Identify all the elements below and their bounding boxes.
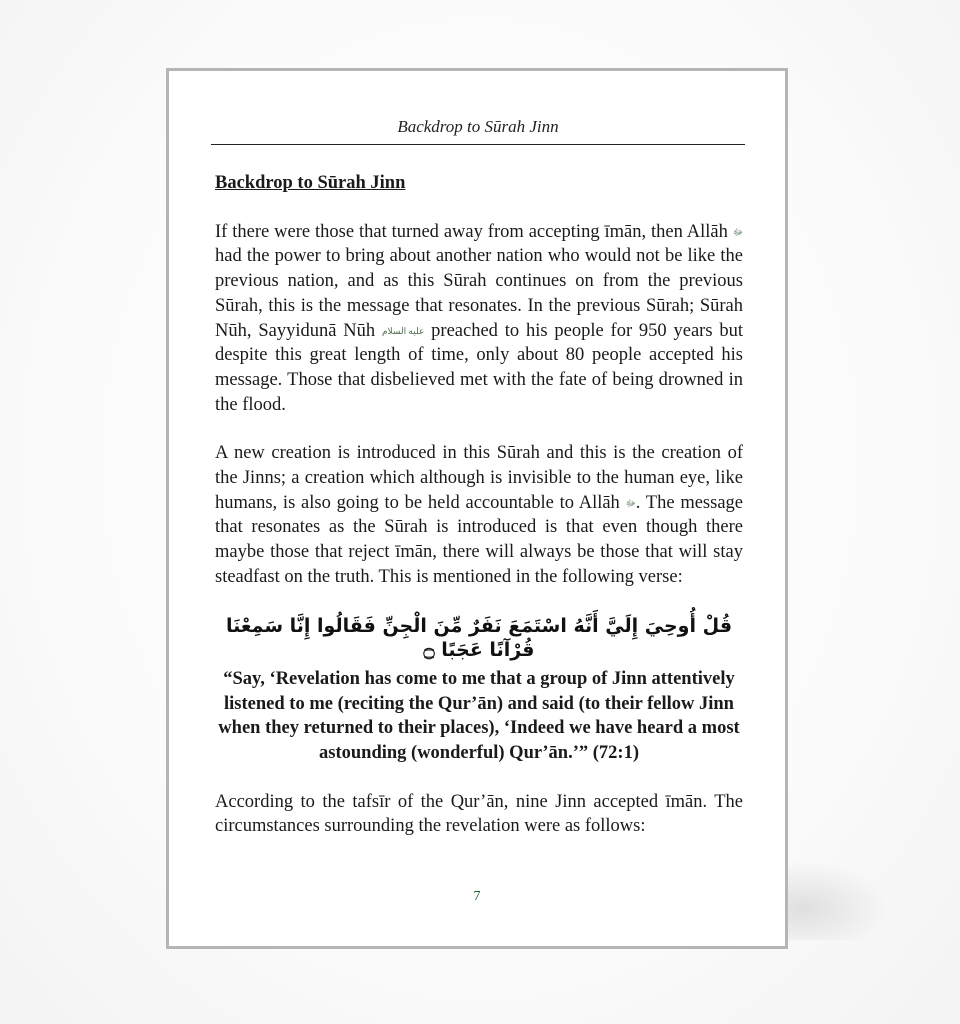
verse-translation: “Say, ‘Revelation has come to me that a group of Jinn attentively listened to me (reciting the Qur’ān) and said (to their fellow Jinn when they returned to their places), ‘Indeed we have heard a most astounding (wonderful) Qur’ān.’” (72:1) — [218, 668, 740, 764]
page-content — [215, 171, 743, 863]
paragraph-3: According to the tafsīr of the Qur’ān, nine Jinn accepted īmān. The circumstances surrounding the revelation were as follows: — [215, 791, 743, 837]
honorific-glyph: ﷻ — [732, 226, 743, 237]
arabic-verse: قُلْ أُوحِيَ إِلَيَّ أَنَّهُ اسْتَمَعَ نَفَرٌ مِّنَ الْجِنِّ فَقَالُوا إِنَّا سَمِعْنَا قُرْآنًا عَجَبًا ۝ — [225, 614, 733, 662]
running-head: Backdrop to Sūrah Jinn — [397, 117, 559, 136]
paragraph-1 — [215, 220, 743, 418]
header-rule — [211, 144, 745, 145]
honorific-glyph: ﷻ — [625, 497, 636, 508]
book-page — [166, 68, 788, 949]
paragraph-1-text-b: had the power to bring about another nation who would not be like the previous nation, and as this Sūrah continues on from the previous Sūrah, this is the message that resonates. In the previous Sūrah; Sūrah Nūh, Sayyidunā Nūh — [215, 246, 743, 341]
honorific-glyph: عليه السلام — [381, 325, 425, 336]
page-shadow — [780, 860, 890, 940]
section-heading: Backdrop to Sūrah Jinn — [215, 173, 406, 193]
paragraph-2-text-b: . The message that resonates as the Sūrah is introduced is that even though there maybe those that reject īmān, there will always be those that will stay steadfast on the truth. This is mentioned in the following verse: — [215, 492, 743, 587]
paragraph-2-text-a: A new creation is introduced in this Sūrah and this is the creation of the Jinns; a creation which although is invisible to the human eye, like humans, is also going to be held accountable to Allāh — [215, 443, 743, 513]
paragraph-1-text-a: If there were those that turned away from accepting īmān, then Allāh — [215, 221, 728, 242]
paragraph-2 — [215, 441, 743, 589]
page-number: 7 — [473, 889, 481, 904]
paragraph-1-text-c: preached to his people for 950 years but despite this great length of time, only about 80 people accepted his message. Those that disbelieved met with the fate of being drowned in the flood. — [215, 320, 744, 415]
